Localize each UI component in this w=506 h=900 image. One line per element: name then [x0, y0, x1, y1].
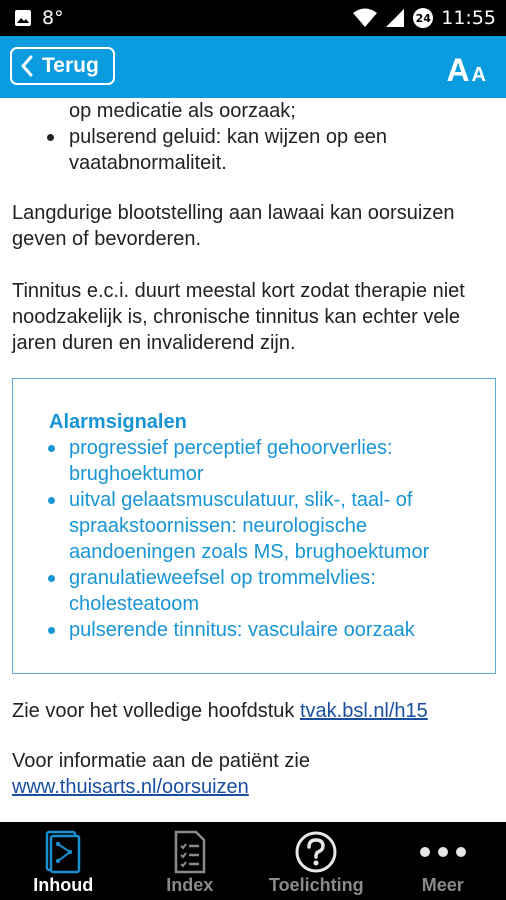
- list-item: [0, 124, 506, 176]
- nav-item-toelichting[interactable]: [253, 822, 380, 900]
- nav-label: Index: [166, 875, 214, 895]
- bullet-text: op medicatie als oorzaak;: [69, 100, 296, 122]
- nav-label: Inhoud: [33, 875, 94, 895]
- top-bullet-list: [0, 98, 506, 176]
- chapter-paragraph: [12, 698, 498, 724]
- status-bar: [0, 0, 506, 36]
- data-badge-icon: 24: [413, 8, 433, 28]
- alarm-list: [13, 435, 493, 643]
- list-item: [13, 565, 493, 617]
- back-label: Terug: [42, 54, 99, 77]
- font-size-small: A: [471, 64, 486, 86]
- article-content[interactable]: [0, 98, 506, 822]
- paragraph: Langdurige blootstelling aan lawaai kan oorsuizen geven of bevorderen.: [12, 202, 455, 250]
- signal-icon: [385, 8, 405, 28]
- bullet-dot: [47, 134, 54, 141]
- bullet-dot: [48, 445, 55, 452]
- contents-icon: [43, 829, 83, 875]
- nav-item-index[interactable]: [127, 822, 254, 900]
- nav-item-inhoud[interactable]: [0, 822, 127, 900]
- bullet-text: pulserend geluid: kan wijzen op een vaatabnormaliteit.: [69, 126, 387, 174]
- paragraph: Tinnitus e.c.i. duurt meestal kort zodat therapie niet noodzakelijk is, chronische tinnitus kan echter vele jaren duren en invaliderend zijn.: [12, 280, 465, 354]
- help-icon: [294, 829, 338, 875]
- nav-item-meer[interactable]: [380, 822, 506, 900]
- app-header: [0, 36, 506, 98]
- nav-label: Meer: [421, 875, 464, 895]
- chapter-text: Zie voor het volledige hoofdstuk: [12, 700, 300, 722]
- list-item: [0, 98, 506, 124]
- bullet-dot: [48, 627, 55, 634]
- wifi-icon: [353, 8, 377, 28]
- alarm-item-text: pulserende tinnitus: vasculaire oorzaak: [69, 619, 415, 641]
- list-item: [13, 435, 493, 487]
- font-size-big: A: [446, 52, 470, 88]
- bullet-dot: [48, 575, 55, 582]
- alarm-item-text: progressief perceptief gehoorverlies: brughoektumor: [69, 437, 393, 485]
- patient-text: Voor informatie aan de patiënt zie: [12, 750, 310, 772]
- nav-label: Toelichting: [268, 875, 364, 895]
- clock: 11:55: [441, 7, 496, 29]
- list-item: [13, 487, 493, 565]
- alarm-title: Alarmsignalen: [49, 411, 187, 433]
- temperature: 8°: [42, 7, 64, 29]
- list-item: [13, 617, 493, 643]
- patient-link[interactable]: www.thuisarts.nl/oorsuizen: [12, 776, 249, 798]
- chevron-left-icon: [20, 55, 34, 77]
- bottom-navigation: [0, 822, 506, 900]
- more-icon: [419, 829, 467, 875]
- alarm-signals-box: [12, 378, 496, 674]
- font-size-button[interactable]: [446, 48, 486, 86]
- back-button[interactable]: [10, 47, 115, 85]
- chapter-link[interactable]: tvak.bsl.nl/h15: [299, 700, 428, 722]
- bullet-dot: [48, 497, 55, 504]
- alarm-item-text: uitval gelaatsmusculatuur, slik-, taal- of spraakstoornissen: neurologische aandoeningen zoals MS, brughoektumor: [69, 489, 430, 563]
- alarm-item-text: granulatieweefsel op trommelvlies: cholesteatoom: [69, 567, 376, 615]
- image-icon: [14, 9, 32, 27]
- patient-paragraph: [12, 748, 498, 800]
- index-icon: [172, 829, 208, 875]
